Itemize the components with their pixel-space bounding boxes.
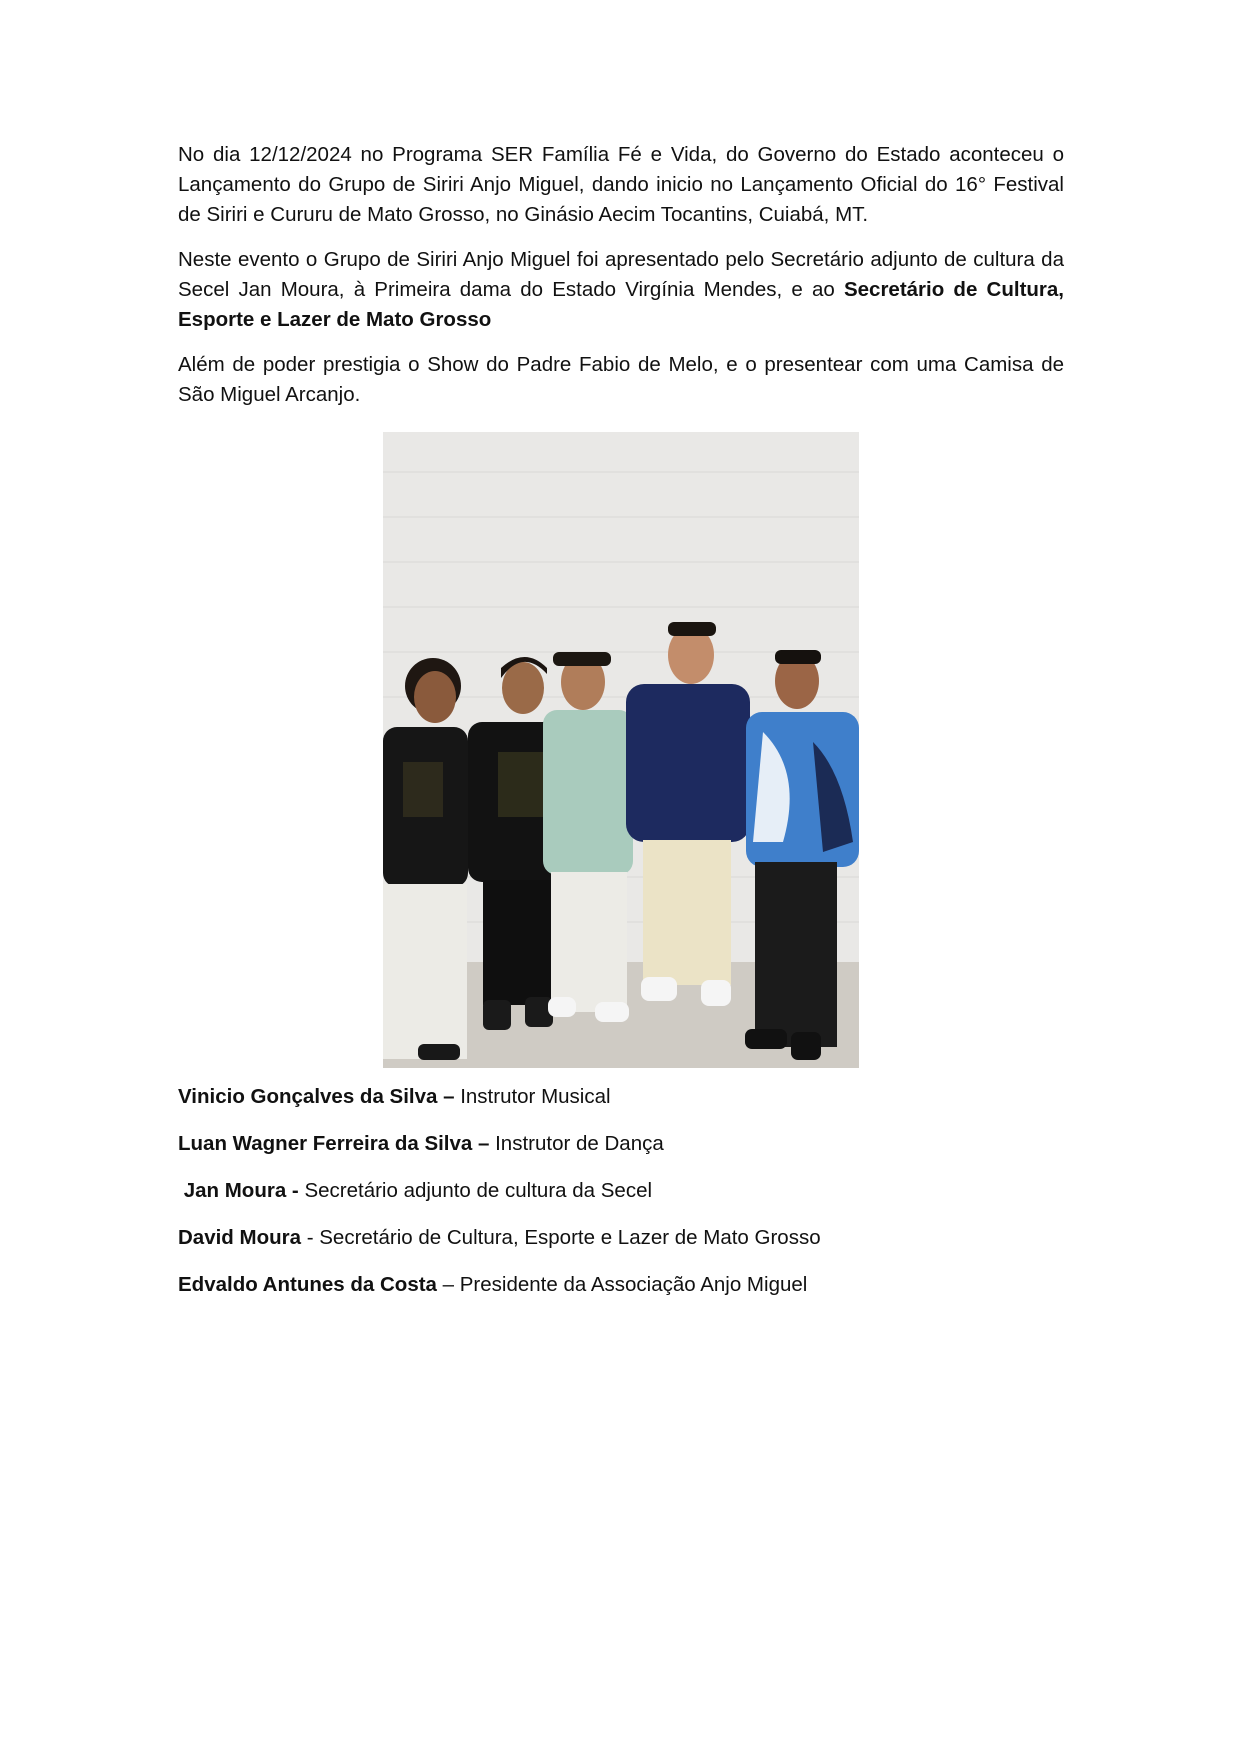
group-photo — [383, 432, 859, 1068]
event-paragraph-bold: Secretário de Cultura, Esporte e Lazer de Mato Grosso — [178, 278, 1064, 331]
caption-role: Instrutor Musical — [454, 1085, 611, 1108]
caption-david — [178, 1223, 1064, 1253]
caption-name: Luan Wagner Ferreira da Silva – — [178, 1132, 490, 1155]
caption-name: Jan Moura - — [178, 1179, 299, 1202]
intro-paragraph: No dia 12/12/2024 no Programa SER Família Fé e Vida, do Governo do Estado aconteceu o Lançamento do Grupo de Siriri Anjo Miguel, dando inicio no Lançamento Oficial do 16° Festival de Siriri e Cururu de Mato Grosso, no Ginásio Aecim Tocantins, Cuiabá, MT. — [178, 143, 1064, 226]
caption-role: – Presidente da Associação Anjo Miguel — [436, 1273, 808, 1296]
caption-name: Edvaldo Antunes da Costa — [178, 1273, 437, 1296]
event-paragraph — [178, 245, 1064, 335]
caption-edvaldo — [178, 1270, 1064, 1300]
show-paragraph: Além de poder prestigia o Show do Padre Fabio de Melo, e o presentear com uma Camisa de São Miguel Arcanjo. — [178, 353, 1064, 406]
caption-name: David Moura — [178, 1226, 302, 1249]
caption-name: Vinicio Gonçalves da Silva – — [178, 1085, 455, 1108]
event-paragraph-text: Neste evento o Grupo de Siriri Anjo Miguel foi apresentado pelo Secretário adjunto de cultura da Secel Jan Moura, à Primeira dama do Estado Virgínia Mendes, e ao — [178, 248, 1064, 301]
caption-role: - Secretário de Cultura, Esporte e Lazer de Mato Grosso — [301, 1226, 821, 1249]
caption-list — [178, 1082, 1064, 1300]
document-page — [178, 140, 1064, 1317]
group-photo-image — [383, 432, 859, 1068]
caption-vinicio — [178, 1082, 1064, 1112]
caption-role: Secretário adjunto de cultura da Secel — [298, 1179, 653, 1202]
caption-jan — [178, 1176, 1064, 1206]
caption-role: Instrutor de Dança — [489, 1132, 664, 1155]
caption-luan — [178, 1129, 1064, 1159]
